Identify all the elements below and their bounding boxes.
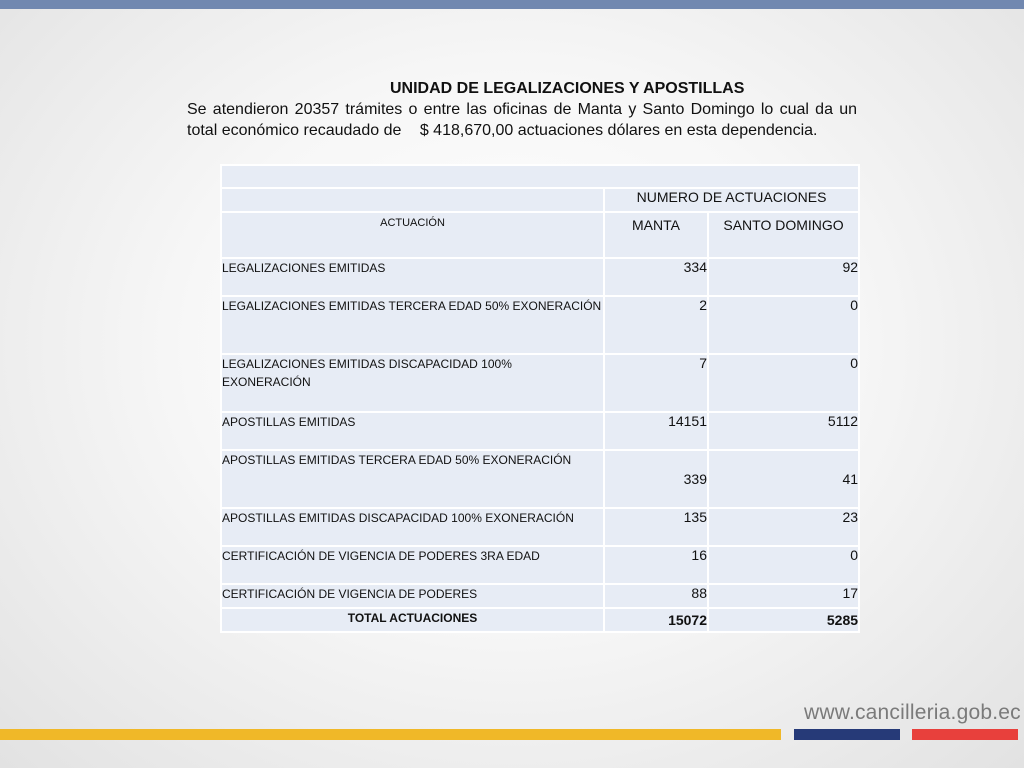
table-row [221,354,859,412]
row-label: CERTIFICACIÓN DE VIGENCIA DE PODERES 3RA EDAD [221,546,604,584]
intro-paragraph [187,99,857,141]
row-manta-value: 2 [604,296,708,354]
row-santo-domingo-value: 41 [708,450,859,508]
row-manta-value: 16 [604,546,708,584]
total-santo-domingo-value: 5285 [708,608,859,632]
row-santo-domingo-value: 0 [708,354,859,412]
footer-blue-bar [794,729,900,740]
total-label: TOTAL ACTUACIONES [221,608,604,632]
row-santo-domingo-value: 23 [708,508,859,546]
row-santo-domingo-value: 0 [708,296,859,354]
row-label: APOSTILLAS EMITIDAS DISCAPACIDAD 100% EXONERACIÓN [221,508,604,546]
actuaciones-table [220,164,860,633]
column-header-actuacion: ACTUACIÓN [221,212,604,258]
table-row [221,508,859,546]
total-manta-value: 15072 [604,608,708,632]
row-label: APOSTILLAS EMITIDAS TERCERA EDAD 50% EXONERACIÓN [221,450,604,508]
row-manta-value: 14151 [604,412,708,450]
row-label: LEGALIZACIONES EMITIDAS TERCERA EDAD 50% EXONERACIÓN [221,296,604,354]
table-header-empty-row [221,165,859,188]
row-santo-domingo-value: 92 [708,258,859,296]
intro-text-after: actuaciones dólares en esta dependencia. [517,122,818,139]
table-row [221,584,859,608]
footer-red-bar [912,729,1018,740]
row-manta-value: 339 [604,450,708,508]
table-total-row [221,608,859,632]
table-row [221,450,859,508]
row-label: LEGALIZACIONES EMITIDAS [221,258,604,296]
row-manta-value: 88 [604,584,708,608]
empty-header-cell [221,165,859,188]
table-body [221,165,859,632]
row-label: CERTIFICACIÓN DE VIGENCIA DE PODERES [221,584,604,608]
group-header-numero-actuaciones: NUMERO DE ACTUACIONES [604,188,859,212]
row-label: LEGALIZACIONES EMITIDAS DISCAPACIDAD 100% EXONERACIÓN [221,354,604,412]
row-santo-domingo-value: 17 [708,584,859,608]
row-manta-value: 334 [604,258,708,296]
table-column-header-row [221,212,859,258]
table-row [221,412,859,450]
table-row [221,546,859,584]
row-label: APOSTILLAS EMITIDAS [221,412,604,450]
footer-yellow-bar [0,729,781,740]
page-title: UNIDAD DE LEGALIZACIONES Y APOSTILLAS [390,80,745,97]
empty-group-cell [221,188,604,212]
row-santo-domingo-value: 5112 [708,412,859,450]
top-accent-bar [0,0,1024,9]
row-manta-value: 135 [604,508,708,546]
intro-amount: $ 418,670,00 [419,122,514,139]
table-group-header-row [221,188,859,212]
intro-text-before: Se atendieron 20357 trámites o entre las oficinas de Manta y Santo Domingo lo cual da un total económico recaudado de [187,101,857,139]
column-header-manta: MANTA [604,212,708,258]
row-santo-domingo-value: 0 [708,546,859,584]
column-header-santo-domingo: SANTO DOMINGO [708,212,859,258]
table-row [221,296,859,354]
table-row [221,258,859,296]
row-manta-value: 7 [604,354,708,412]
website-url: www.cancilleria.gob.ec [804,701,1021,724]
